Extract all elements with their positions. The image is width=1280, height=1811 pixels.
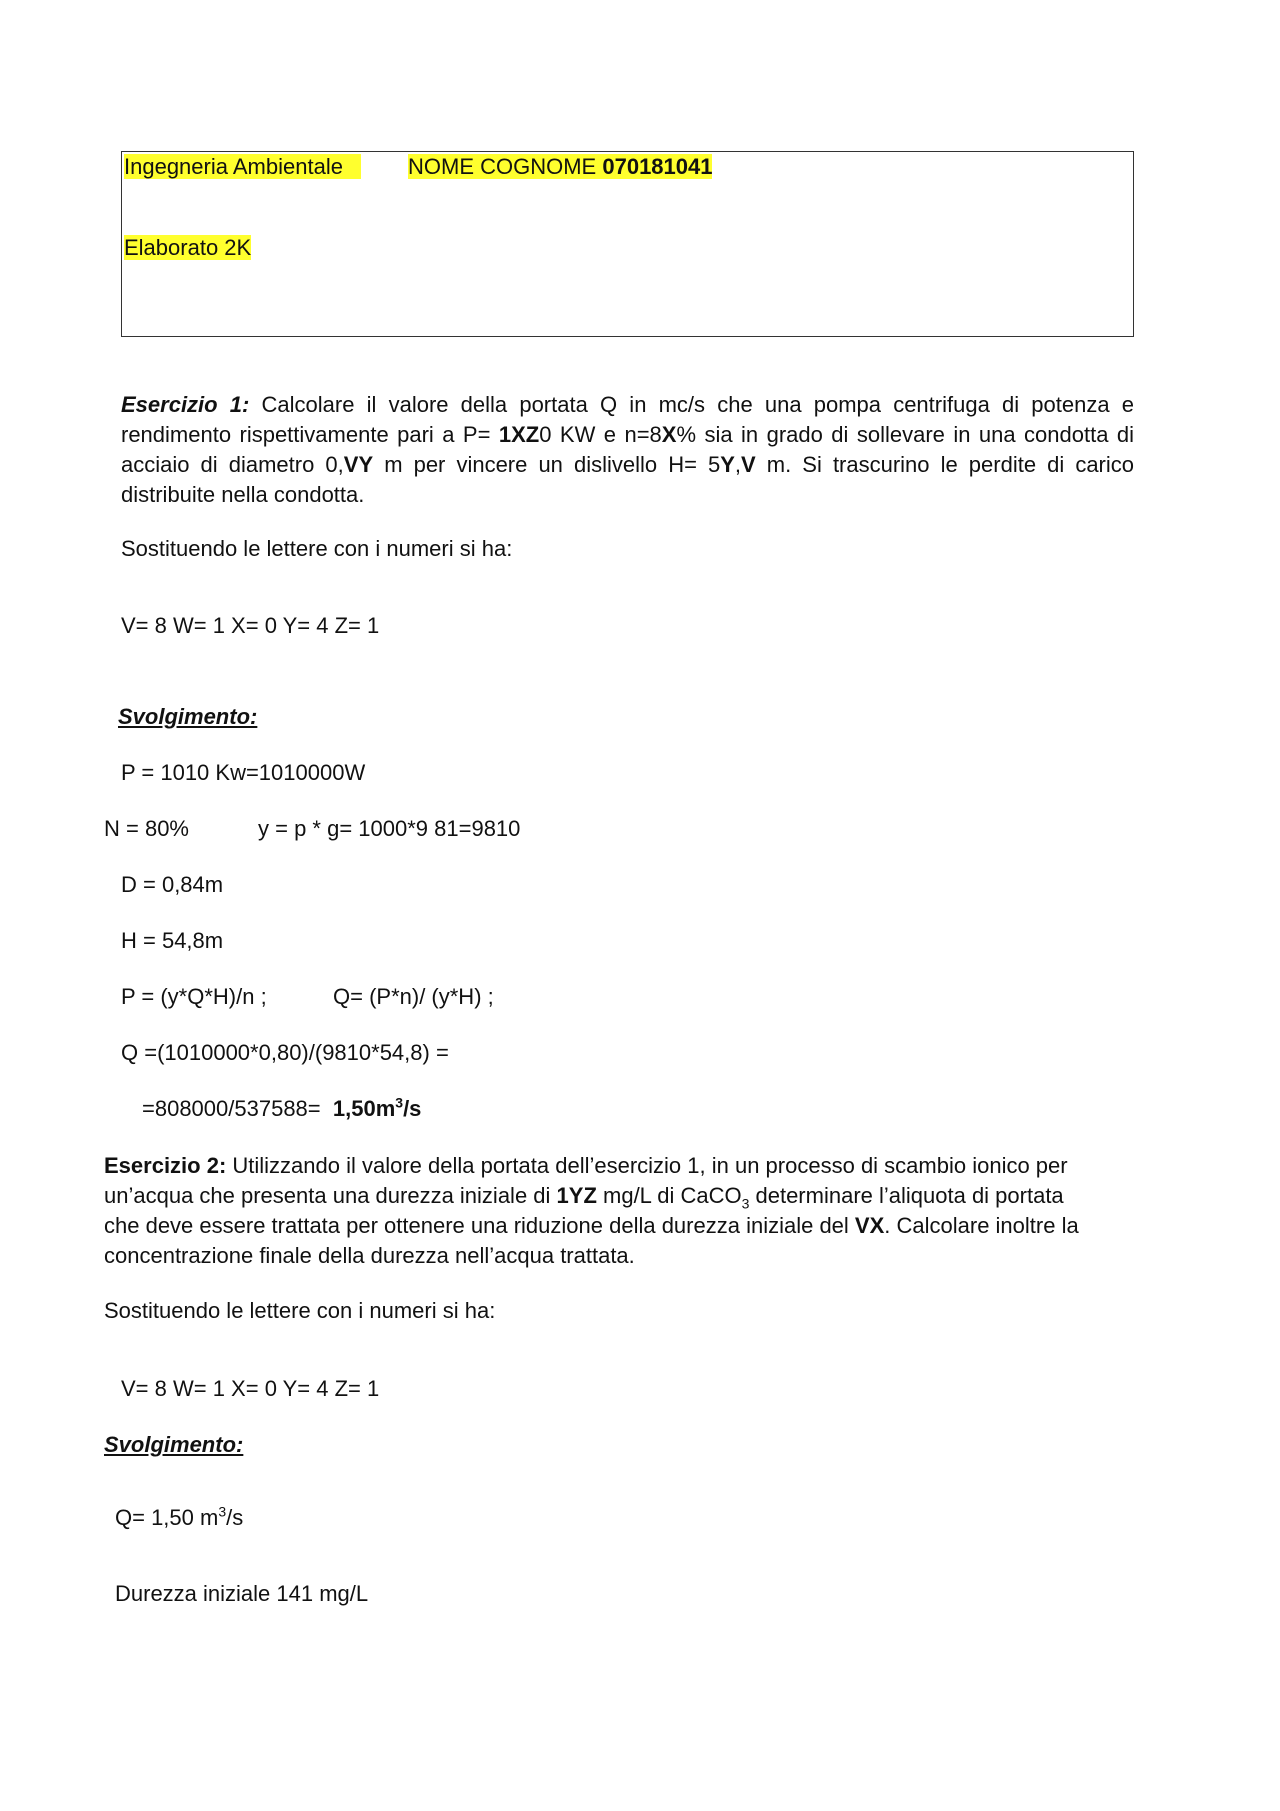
assignment-label — [124, 235, 251, 261]
ex1-substitution-intro: Sostituendo le lettere con i numeri si ha: — [121, 536, 513, 561]
student-label — [408, 154, 712, 180]
ex2-initial-hardness: Durezza iniziale 141 mg/L — [115, 1581, 369, 1606]
student-id: 070181041 — [602, 154, 713, 179]
ex1-result: $1,50m^3/s$ — [332, 1094, 422, 1121]
ex2-values: V= 8 W= 1 X= 0 Y= 4 Z= 1 — [121, 1376, 380, 1401]
exercise-1-heading: Esercizio 1: — [121, 392, 250, 417]
ex1-formula-q: Q= (P*n)/ (y*H) ; — [333, 984, 494, 1009]
ex1-calc-2: $=808000/537588= 1,50m^3/s$ — [142, 1094, 422, 1121]
exercise-2-heading: Esercizio 2: — [104, 1153, 227, 1178]
course-label — [124, 154, 361, 180]
student-name: NOME COGNOME — [408, 154, 597, 179]
exercise-1-text: Esercizio 1: Calcolare il valore della portata Q in mc/s che una pompa centrifuga di potenza e rendimento rispettivamente pari a P= 1XZ0 KW e n=8X% sia in grado di sollevare in una condotta di acciaio di diametro 0,VY m per vincere un dislivello H= 5Y,V m. Si trascurino le perdite di carico distribuite nella condotta. — [121, 392, 1135, 507]
ex1-values: V= 8 W= 1 X= 0 Y= 4 Z= 1 — [121, 613, 380, 638]
ex1-head: H = 54,8m — [121, 928, 224, 953]
ex2-flow: Q= 1,50 $m^3/s$ — [115, 1503, 244, 1530]
ex1-specific-weight: y = p * g= 1000*9 81=9810 — [258, 816, 521, 841]
ex1-power: P = 1010 Kw=1010000W — [121, 760, 366, 785]
ex1-calc-1: Q =(1010000*0,80)/(9810*54,8) = — [121, 1040, 449, 1065]
ex2-substitution-intro: Sostituendo le lettere con i numeri si ha: — [104, 1298, 496, 1323]
course-name: Ingegneria Ambientale — [124, 154, 343, 179]
assignment-title: Elaborato 2K — [124, 235, 252, 260]
ex1-formula-p: P = (y*Q*H)/n ; — [121, 984, 267, 1009]
ex1-solution-heading: Svolgimento: — [118, 704, 258, 729]
exercise-2-text: Esercizio 2: Utilizzando il valore della portata dell’esercizio 1, in un processo di scambio ionico per un’acqua che presenta una durezza iniziale di 1YZ mg/L di CaCO$_3$ determinare l’aliquota di portata che deve essere trattata per ottenere una riduzione della durezza iniziale del VX. Calcolare inoltre la concentrazione finale della durezza nell’acqua trattata. — [104, 1153, 1079, 1268]
ex2-solution-heading: Svolgimento: — [104, 1432, 244, 1457]
ex1-efficiency: N = 80% — [104, 816, 189, 841]
ex1-diameter: D = 0,84m — [121, 872, 224, 897]
